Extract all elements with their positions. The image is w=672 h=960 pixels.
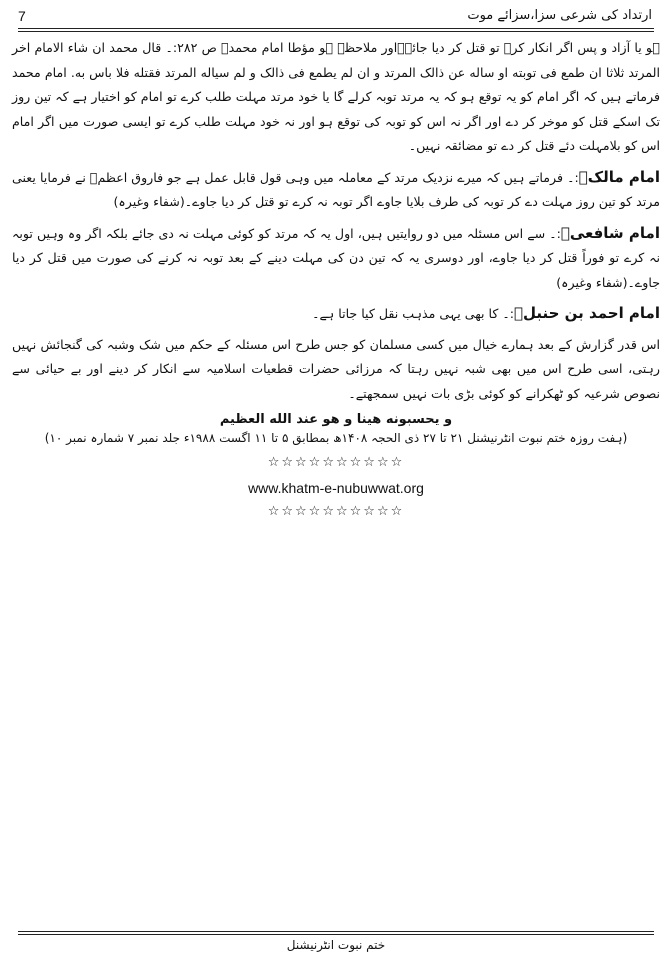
- running-title: ارتداد کی شرعی سزا،سزائے موت: [467, 8, 652, 23]
- text-imam-malik: :۔ فرماتے ہیں کہ میرے نزدیک مرتد کے معاملہ میں وہی قول قابل عمل ہے جو فاروق اعظمؓ نے فرمایا یعنی مرتد کو تین روز مہلت دے کر توبہ کی طرف بلایا جاوے اگر توبہ نہ کرے تو قتل کر دیا جاوے۔(شفاء وغیرہ): [12, 169, 660, 209]
- footer-divider-secondary: [18, 934, 654, 935]
- stars-divider-bottom: ☆☆☆☆☆☆☆☆☆☆: [267, 504, 405, 519]
- header-divider-secondary: [18, 31, 654, 32]
- article-body: [12, 36, 660, 529]
- lead-imam-ahmad: امام احمد بن حنبلؒ: [514, 304, 660, 322]
- header-divider: [18, 28, 654, 29]
- text-imam-ahmad: :۔ کا بھی یہی مذہب نقل کیا جاتا ہے۔: [312, 306, 515, 321]
- text-imam-shafii: :۔ سے اس مسئلہ میں دو روایتیں ہیں، اول یہ کہ مرتد کو کوئی مہلت نہ دی جائے بلکہ اگر وہ وہیں توبہ نہ کرے تو فوراً قتل کر دیا جاوے، اور دوسری یہ کہ تین دن کی مہلت دینے کے بعد توبہ نہ کرنے کی صورت میں قتل کر دیا جاوے۔(شفاء وغیرہ): [12, 225, 660, 290]
- page-number: 7: [18, 8, 26, 24]
- paragraph-imam-ahmad: [12, 301, 660, 327]
- paragraph-imam-shafii: [12, 221, 660, 296]
- paragraph-conclusion: اس قدر گزارش کے بعد ہمارے خیال میں کسی مسلمان کو جس طرح اس مسئلہ کے حکم میں شک وشبہ کی گنجائش نہیں رہتی، اسی طرح اس میں بھی شبہ نہیں رہتا کہ مرزائی حضرات قطعیات اسلامیہ سے انکار کر دینے اور بے حیائی سے نصوص شرعیہ کو ٹھکرانے کو کوئی بڑی بات نہیں سمجھتے۔: [12, 336, 660, 401]
- paragraph-muwatta: ہو یا آزاد و پس اگر انکار کرے تو قتل کر دیا جائے۔اور ملاحظہ ہو مؤطا امام محمدؒ ص ۲۸۲:۔ قال محمد ان شاء الامام اخر المرتد ثلاثا ان طمع فی توبته او ساله عن ذالک المرتد و ان لم یطمع فی ذالک و لم سیاله المرتد فقتله فلا باس به. امام محمد فرماتے ہیں کہ اگر امام کو یہ توقع ہو کہ یہ مرتد توبہ کرلے گا یا خود مرتد مہلت طلب کرے تو امام کو اختیار ہے کہ تین روز تک اسکے قتل کو موخر کر دے اور اگر نہ اس کو توبہ کی توقع ہو اور نہ خود مہلت طلب کرے تو ایسی صورت میں اگر امام اس کو بلامہلت دئے قتل کر دے تو مضائقہ نہیں۔: [12, 40, 660, 153]
- lead-imam-shafii: امام شافعیؒ: [560, 223, 660, 242]
- lead-imam-malik: امام مالکؒ: [578, 167, 660, 186]
- quran-verse: و یحسبونه هینا و هو عند الله العظیم: [219, 412, 453, 427]
- website-link[interactable]: www.khatm-e-nubuwwat.org: [248, 480, 424, 496]
- source-citation: (ہفت روزہ ختم نبوت انٹرنیشنل ۲۱ تا ۲۷ ذی الحجہ ۱۴۰۸ھ بمطابق ۵ تا ۱۱ اگست ۱۹۸۸ء جلد نمبر ۷ شمارہ نمبر ۱۰): [44, 431, 628, 445]
- paragraph-imam-malik: [12, 165, 660, 215]
- stars-divider-top: ☆☆☆☆☆☆☆☆☆☆: [267, 455, 405, 470]
- page-header: [18, 6, 654, 30]
- page-footer: ختم نبوت انٹرنیشنل: [286, 938, 386, 952]
- footer-divider: [18, 931, 654, 932]
